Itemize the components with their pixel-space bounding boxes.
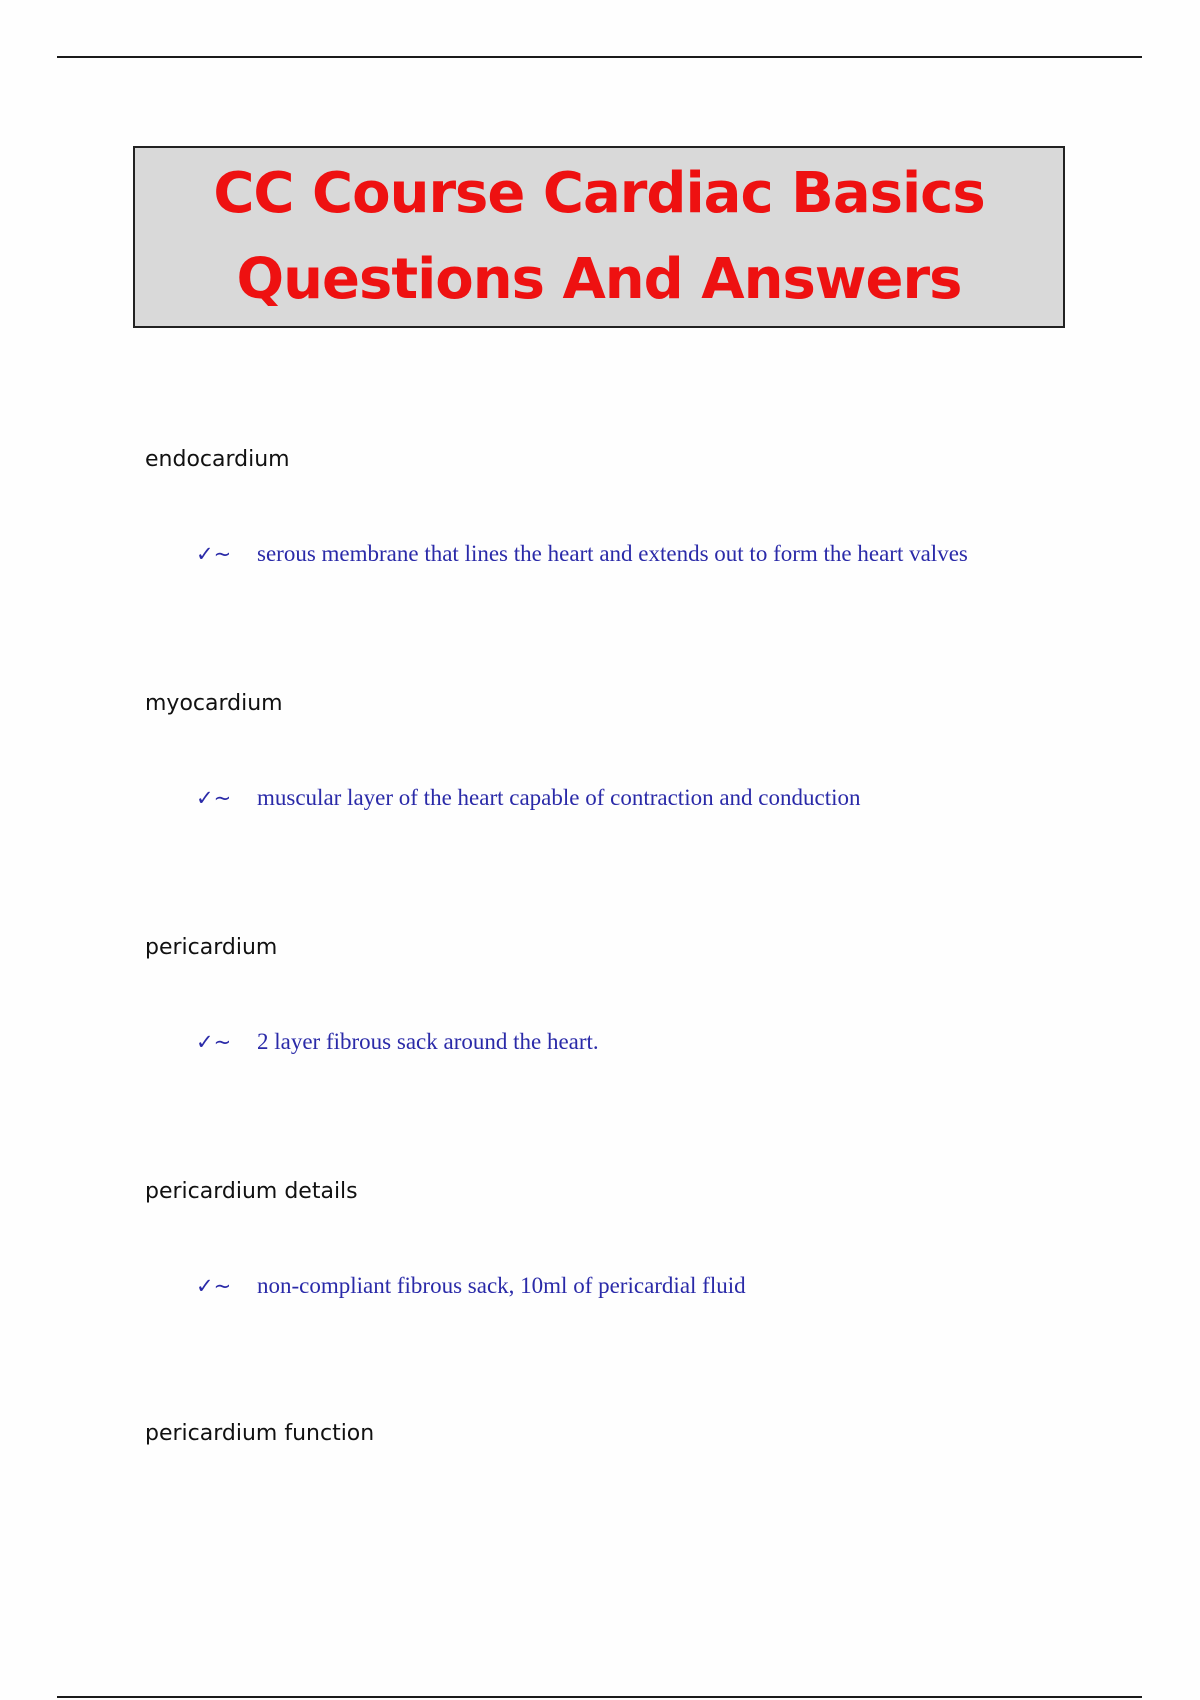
title-line-1: CC Course Cardiac Basics (213, 161, 985, 226)
answer-text: muscular layer of the heart capable of contraction and conduction (257, 785, 861, 810)
header-rule (57, 56, 1142, 58)
answer-row (196, 1029, 599, 1055)
answer-text: serous membrane that lines the heart and extends out to form the heart valves (257, 541, 968, 566)
answer-text: 2 layer fibrous sack around the heart. (257, 1029, 599, 1054)
checkmark-icon: ✓~ (196, 786, 232, 810)
answer-row (196, 1273, 746, 1299)
title-box (133, 146, 1065, 328)
answer-text: non-compliant fibrous sack, 10ml of pericardial fluid (257, 1273, 746, 1298)
checkmark-icon: ✓~ (196, 1030, 232, 1054)
footer-rule (57, 1696, 1142, 1698)
answer-row (196, 785, 861, 811)
question-term: pericardium details (145, 1179, 358, 1204)
question-term: pericardium (145, 935, 278, 960)
question-term: pericardium function (145, 1421, 375, 1446)
answer-row (196, 541, 968, 567)
question-term: myocardium (145, 691, 283, 716)
question-term: endocardium (145, 447, 290, 472)
checkmark-icon: ✓~ (196, 1274, 232, 1298)
title-line-2: Questions And Answers (236, 247, 962, 312)
checkmark-icon: ✓~ (196, 542, 232, 566)
